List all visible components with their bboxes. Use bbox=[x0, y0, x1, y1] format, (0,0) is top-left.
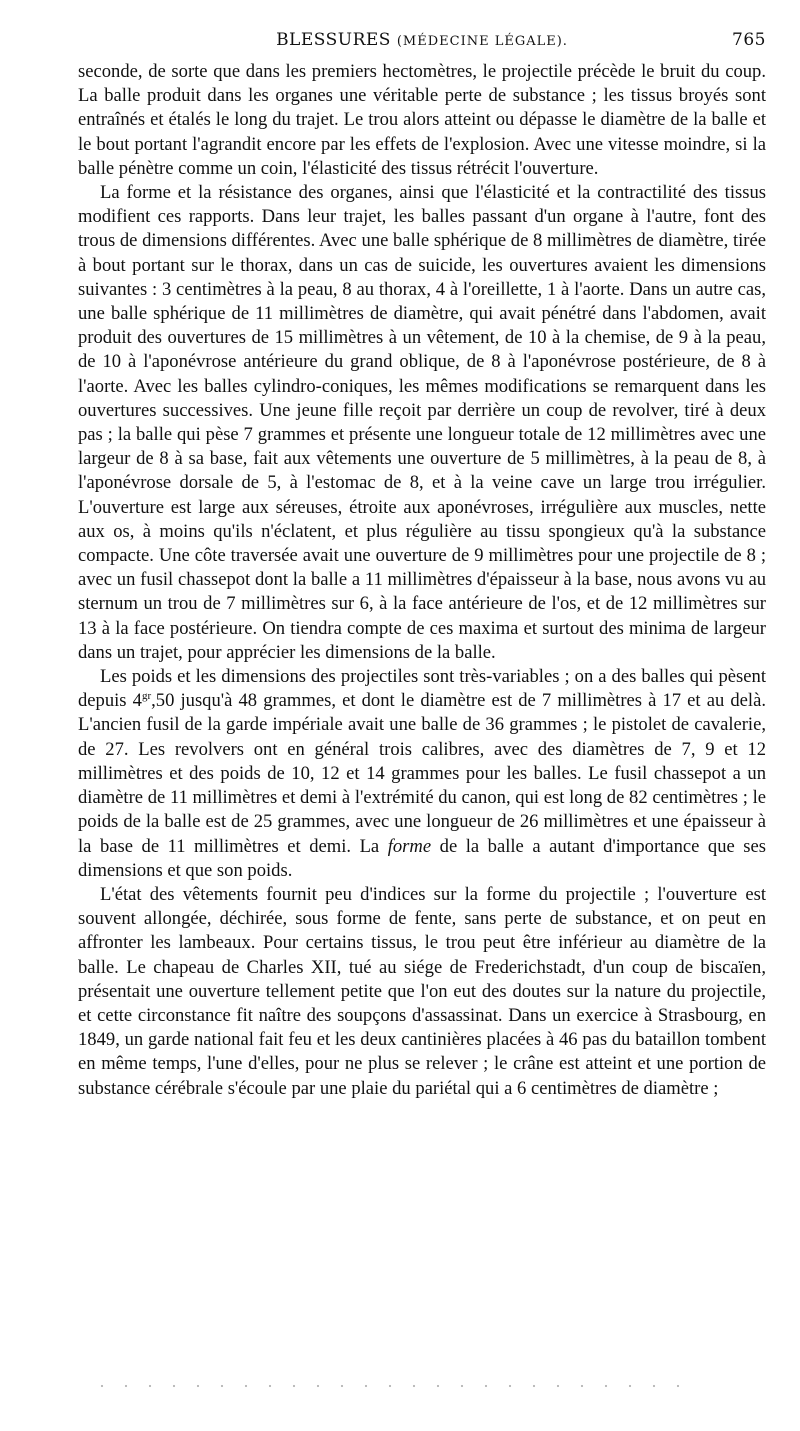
body-text bbox=[78, 60, 766, 1101]
paragraph-4: L'état des vêtements fournit peu d'indices sur la forme du projectile ; l'ouverture est souvent allongée, déchirée, sous forme de fente, sans perte de substance, et on peut en affronter les lambeaux. Pour certains tissus, le trou peut être inférieur au diamètre de la balle. Le chapeau de Charles XII, tué au siége de Frederichstadt, d'un coup de biscaïen, présentait une ouverture tellement petite que l'on eut des doutes sur la nature du projectile, et cette circonstance fit naître des soupçons d'assassinat. Dans un exercice à Strasbourg, en 1849, un garde national fait feu et les deux cantinières placées à 46 pas du bataillon tombent en même temps, l'une d'elles, pour ne plus se relever ; le crâne est atteint et une portion de substance cérébrale s'écoule par une plaie du pariétal qui a 6 centimètres de diamètre ; bbox=[78, 883, 766, 1099]
running-head bbox=[78, 28, 766, 56]
bottom-bleed-marks bbox=[90, 1384, 700, 1388]
paragraph-2: La forme et la résistance des organes, ainsi que l'élasticité et la contractilité des tissus modifient ces rapports. Dans leur trajet, les balles passant d'un organe à l'autre, font des trous de dimensions différentes. Avec une balle sphérique de 8 millimètres de diamètre, tirée à bout portant sur le thorax, dans un cas de suicide, les ouvertures avaient les dimensions suivantes : 3 centimètres à la peau, 8 au thorax, 4 à l'oreillette, 1 à l'aorte. Dans un autre cas, une balle sphérique de 11 millimètres de diamètre, qui avait pénétré dans l'abdomen, avait produit des ouvertures de 15 millimètres à un vêtement, de 10 à la chemise, de 9 à la peau, de 10 à l'aponévrose antérieure du grand oblique, de 8 à l'aponévrose postérieure, de 8 à l'aorte. Avec les balles cylindro-coniques, les mêmes modifications se remarquent dans les ouvertures successives. Une jeune fille reçoit par derrière un coup de revolver, tiré à deux pas ; la balle qui pèse 7 grammes et présente une longueur totale de 12 millimètres avec une largeur de 8 à sa base, fait aux vêtements une ouverture de 5 millimètres, à la peau de 8, à l'aponévrose dorsale de 5, à l'estomac de 8, et à la veine cave un large trou irrégulier. L'ouverture est large aux séreuses, étroite aux aponévroses, irrégulière aux muscles, nette aux os, à moins qu'ils n'éclatent, et plus régulière au tissu spongieux qu'à la substance compacte. Une côte traversée avait une ouverture de 9 millimètres pour une projectile de 8 ; avec un fusil chassepot dont la balle a 11 millimètres d'épaisseur à la base, nous avons vu au sternum un trou de 7 millimètres sur 6, à la face antérieure de l'os, et de 12 millimètres sur 13 à la face postérieure. On tiendra compte de ces maxima et surtout des minima de largeur dans un trajet, pour apprécier les dimensions de la balle. bbox=[78, 182, 766, 663]
paragraph-3-part-1: Les poids et les dimensions des projectiles sont très-variables ; on a des balles qui pèsent depuis 4 bbox=[78, 666, 766, 712]
paragraph-3-part-3: de la balle a autant d'importance que ses dimensions et que son poids. bbox=[78, 835, 766, 881]
paragraph-1: seconde, de sorte que dans les premiers hectomètres, le projectile précède le bruit du coup. La balle produit dans les organes une véritable perte de substance ; les tissus broyés sont entraînés et étalés le long du trajet. Le trou alors atteint ou dépasse le diamètre de la balle et le bout portant l'agrandit encore par les effets de l'explosion. Avec une vitesse moindre, si la balle pénètre comme un coin, l'élasticité des tissus rétrécit l'ouverture. bbox=[78, 61, 766, 179]
page-number: 765 bbox=[732, 30, 766, 50]
running-title-sub: (MÉDECINE LÉGALE). bbox=[396, 34, 568, 49]
running-title bbox=[78, 30, 766, 50]
italic-word: forme bbox=[387, 835, 432, 857]
paragraph-3-part-2: ,50 jusqu'à 48 grammes, et dont le diamètre est de 7 millimètres à 17 et au delà. L'ancien fusil de la garde impériale avait une balle de 36 grammes ; le pistolet de cavalerie, de 27. Les revolvers ont en général trois calibres, avec des diamètres de 7, 9 et 12 millimètres et des poids de 10, 12 et 14 grammes pour les balles. Le fusil chassepot a un diamètre de 11 millimètres et demi à l'extrémité du canon, qui est long de 82 centimètres ; le poids de la balle est de 25 grammes, avec une longueur de 26 millimètres et une épaisseur à la base de 11 millimètres et demi. La bbox=[78, 690, 766, 857]
book-page bbox=[78, 28, 766, 1101]
paragraph-3 bbox=[78, 665, 766, 883]
gram-superscript: gr bbox=[141, 690, 152, 703]
running-title-main: BLESSURES bbox=[276, 30, 391, 50]
